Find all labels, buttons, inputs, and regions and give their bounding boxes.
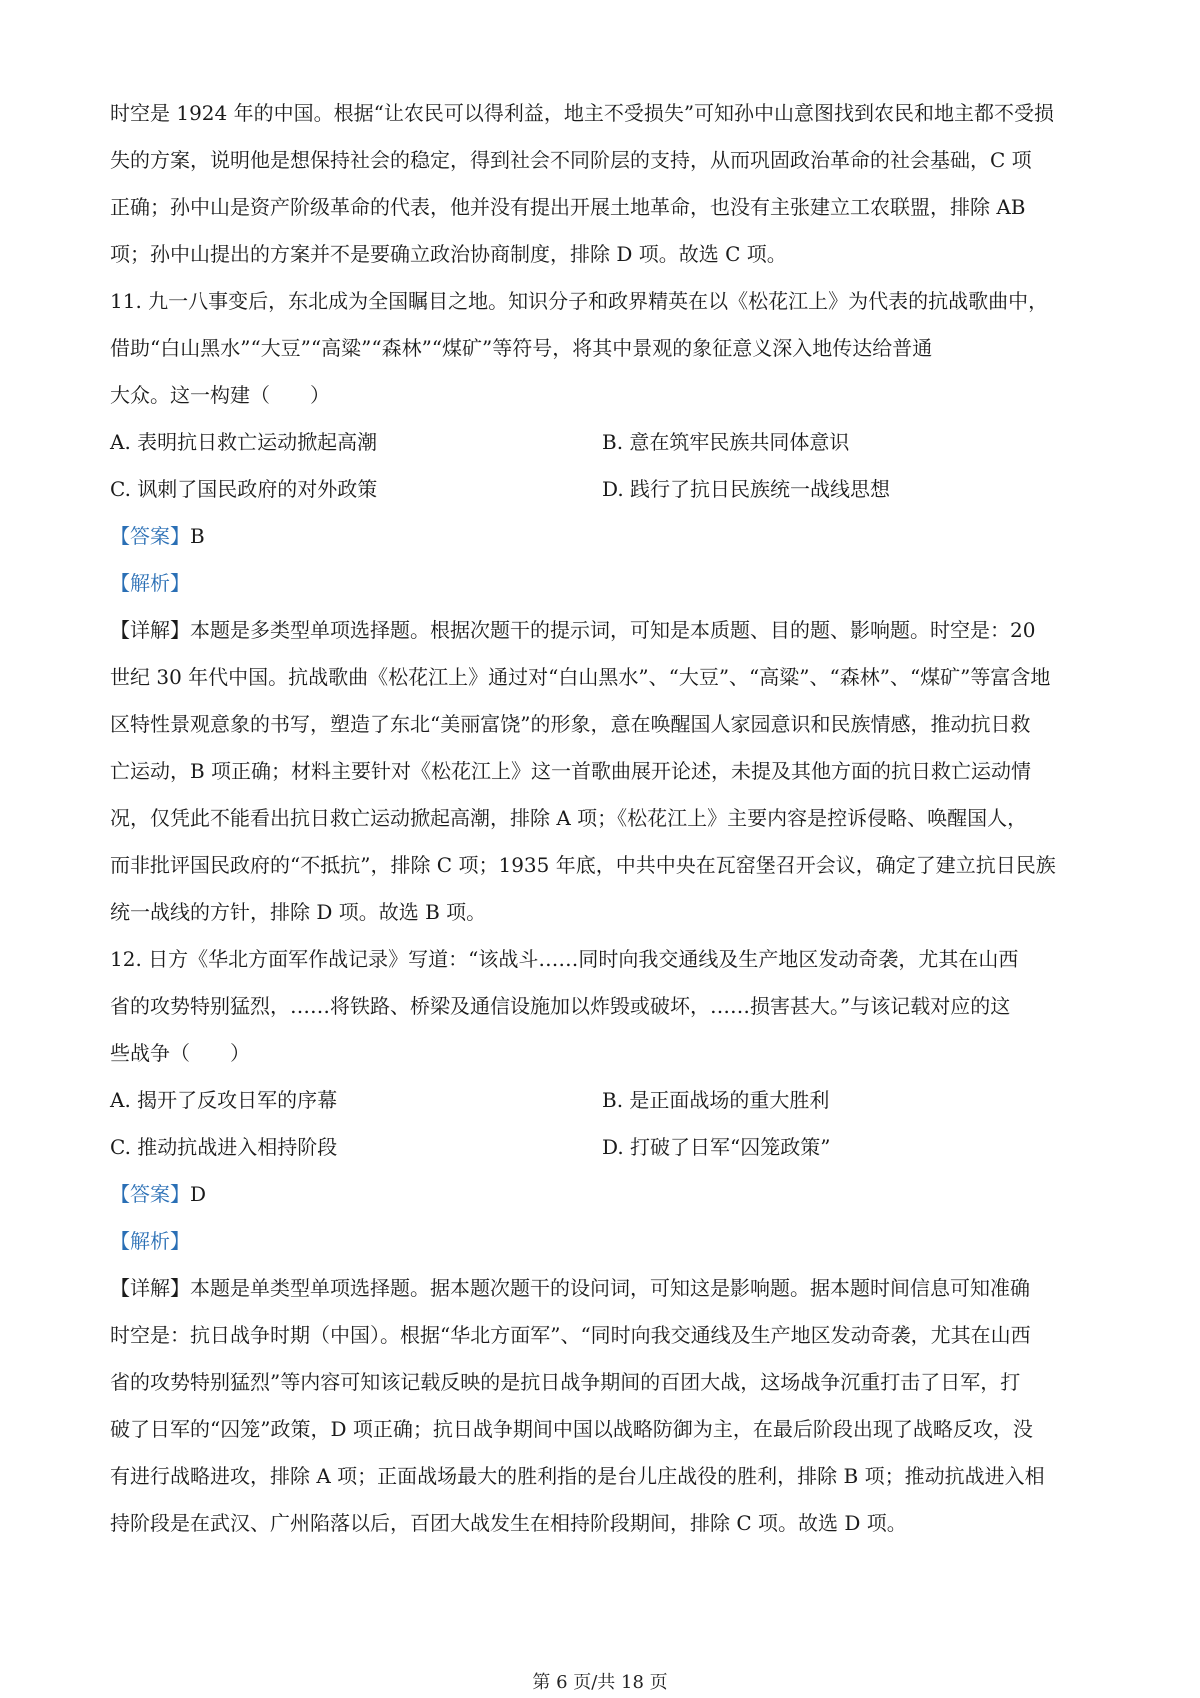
options-row <box>110 419 1095 466</box>
question-stem-line: 11. 九一八事变后，东北成为全国瞩目之地。知识分子和政界精英在以《松花江上》为代表的抗战歌曲中， <box>110 289 1049 313</box>
detail-label: 【详解】 <box>110 1276 190 1300</box>
option-c: C. 讽刺了国民政府的对外政策 <box>110 477 378 501</box>
analysis-line: 时空是 1924 年的中国。根据“让农民可以得利益，地主不受损失”可知孙中山意图找到农民和地主都不受损 <box>110 101 1055 125</box>
analysis-line: 失的方案，说明他是想保持社会的稳定，得到社会不同阶层的支持，从而巩固政治革命的社会基础，C 项 <box>110 148 1032 172</box>
option-b: B. 意在筑牢民族共同体意识 <box>602 430 850 454</box>
question-12 <box>110 936 1095 1547</box>
detail-line: 况，仅凭此不能看出抗日救亡运动掀起高潮，排除 A 项；《松花江上》主要内容是控诉侵略、唤醒国人， <box>110 806 1028 830</box>
detail-line: 世纪 30 年代中国。抗战歌曲《松花江上》通过对“白山黑水”、“大豆”、“高粱”、“森林”、“煤矿”等富含地 <box>110 665 1051 689</box>
option-a: A. 表明抗日救亡运动掀起高潮 <box>110 430 378 454</box>
question-stem-line: 大众。这一构建（ ） <box>110 383 330 407</box>
answer-value: B <box>190 524 205 548</box>
analysis-heading-line <box>110 1218 1095 1265</box>
detail-line: 省的攻势特别猛烈”等内容可知该记载反映的是抗日战争期间的百团大战，这场战争沉重打击了日军，打 <box>110 1370 1021 1394</box>
options-row <box>110 466 1095 513</box>
question-stem-line: 些战争（ ） <box>110 1041 250 1065</box>
detail-text: 本题是多类型单项选择题。根据次题干的提示词，可知是本质题、目的题、影响题。时空是：20 <box>190 618 1036 642</box>
analysis-heading-line <box>110 560 1095 607</box>
document-body <box>110 90 1095 1547</box>
options-row <box>110 1077 1095 1124</box>
option-a: A. 揭开了反攻日军的序幕 <box>110 1088 338 1112</box>
analysis-label: 【解析】 <box>110 1229 190 1253</box>
detail-line: 有进行战略进攻，排除 A 项；正面战场最大的胜利指的是台儿庄战役的胜利，排除 B 项；推动抗战进入相 <box>110 1464 1045 1488</box>
question-stem-line: 借助“白山黑水”“大豆”“高粱”“森林”“煤矿”等符号，将其中景观的象征意义深入地传达给普通 <box>110 336 933 360</box>
question-stem-line: 12. 日方《华北方面军作战记录》写道：“该战斗……同时向我交通线及生产地区发动奇袭，尤其在山西 <box>110 947 1019 971</box>
detail-line: 持阶段是在武汉、广州陷落以后，百团大战发生在相持阶段期间，排除 C 项。故选 D 项。 <box>110 1511 907 1535</box>
options-row <box>110 1124 1095 1171</box>
answer-value: D <box>190 1182 207 1206</box>
detail-line <box>110 1265 1095 1312</box>
detail-line <box>110 607 1095 654</box>
detail-line: 时空是：抗日战争时期（中国）。根据“华北方面军”、“同时向我交通线及生产地区发动奇袭，尤其在山西 <box>110 1323 1031 1347</box>
analysis-line: 项；孙中山提出的方案并不是要确立政治协商制度，排除 D 项。故选 C 项。 <box>110 242 787 266</box>
option-c: C. 推动抗战进入相持阶段 <box>110 1135 338 1159</box>
detail-line: 区特性景观意象的书写，塑造了东北“美丽富饶”的形象，意在唤醒国人家园意识和民族情感，推动抗日救 <box>110 712 1031 736</box>
question-11 <box>110 278 1095 936</box>
detail-line: 而非批评国民政府的“不抵抗”，排除 C 项；1935 年底，中共中央在瓦窑堡召开会议，确定了建立抗日民族 <box>110 853 1056 877</box>
option-b: B. 是正面战场的重大胜利 <box>602 1088 830 1112</box>
option-d: D. 践行了抗日民族统一战线思想 <box>602 477 891 501</box>
detail-line: 亡运动，B 项正确；材料主要针对《松花江上》这一首歌曲展开论述，未提及其他方面的抗日救亡运动情 <box>110 759 1032 783</box>
detail-label: 【详解】 <box>110 618 190 642</box>
answer-line <box>110 513 1095 560</box>
answer-label: 【答案】 <box>110 1182 190 1206</box>
page-number: 第 6 页/共 18 页 <box>532 1672 668 1693</box>
detail-line: 统一战线的方针，排除 D 项。故选 B 项。 <box>110 900 487 924</box>
answer-label: 【答案】 <box>110 524 190 548</box>
previous-analysis <box>110 90 1095 278</box>
analysis-line: 正确；孙中山是资产阶级革命的代表，他并没有提出开展土地革命，也没有主张建立工农联盟，排除 AB <box>110 195 1026 219</box>
analysis-label: 【解析】 <box>110 571 190 595</box>
detail-text: 本题是单类型单项选择题。据本题次题干的设问词，可知这是影响题。据本题时间信息可知准确 <box>190 1276 1030 1300</box>
question-stem-line: 省的攻势特别猛烈，……将铁路、桥梁及通信设施加以炸毁或破坏，……损害甚大。”与该记载对应的这 <box>110 994 1011 1018</box>
answer-line <box>110 1171 1095 1218</box>
option-d: D. 打破了日军“囚笼政策” <box>602 1135 831 1159</box>
detail-line: 破了日军的“囚笼”政策，D 项正确；抗日战争期间中国以战略防御为主，在最后阶段出现了战略反攻，没 <box>110 1417 1033 1441</box>
